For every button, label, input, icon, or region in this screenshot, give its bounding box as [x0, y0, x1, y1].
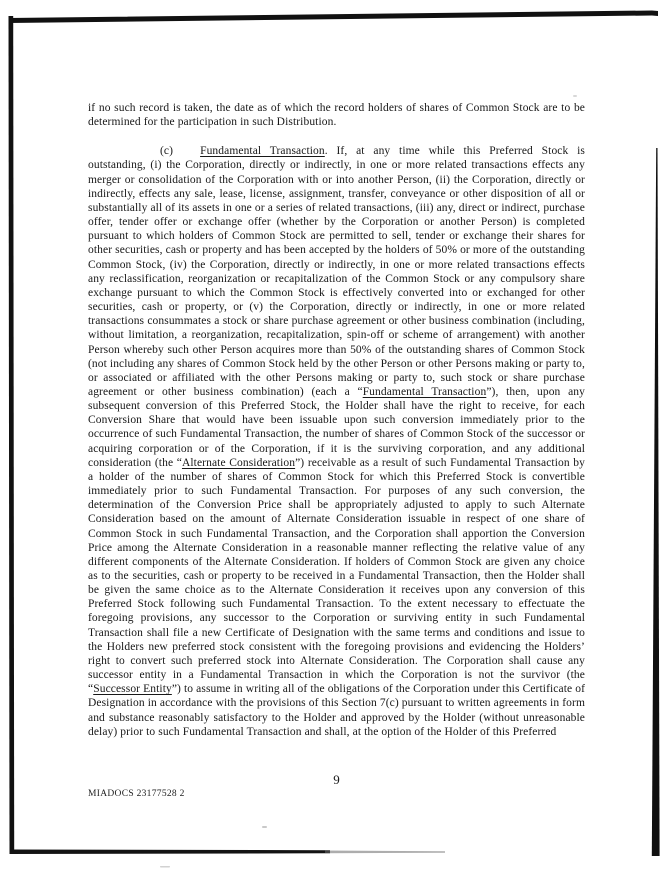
document-id-stamp: MIADOCS 23177528 2 — [88, 789, 185, 799]
scan-speck — [160, 866, 170, 868]
defined-term-fundamental-transaction: Fundamental Transaction — [362, 385, 487, 398]
document-body — [88, 101, 585, 739]
scan-speck — [262, 826, 267, 828]
scan-border-bottom — [10, 850, 331, 855]
body-text-segment: . If, at any time while this Preferred Stock is outstanding, (i) the Corporation, directly or indirectly, in one or more related transactions effects any merger or consolidation of the Corporation with or into another Person, (ii) the Corporation, directly or indirectly, effects any sale, lease, license, assignment, transfer, conveyance or other disposition of all or substantially all of its assets in one or a series of related transactions, (iii) any, direct or indirect, purchase offer, tender offer or exchange offer (whether by the Corporation or another Person) is completed pursuant to which holders of Common Stock are permitted to sell, tender or exchange their shares for other securities, cash or property and has been accepted by the holders of 50% or more of the outstanding Common Stock, (iv) the Corporation, directly or indirectly, in one or more related transactions effects any reclassification, reorganization or recapitalization of the Common Stock or any compulsory share exchange pursuant to which the Common Stock is effectively converted into or exchanged for other securities, cash or property, or (v) the Corporation, directly or indirectly, in one or more related transactions consummates a stock or share purchase agreement or other business combination (including, without limitation, a reorganization, recapitalization, spin-off or scheme of arrangement) with another Person whereby such other Person acquires more than 50% of the outstanding shares of Common Stock (not including any shares of Common Stock held by the other Person or other Persons making or party to, or associated or affiliated with the other Persons making or party to, such stock or share purchase agreement or other business combination) (each a “ — [88, 145, 586, 398]
scan-border-left — [9, 16, 15, 854]
body-text-segment: ”) receivable as a result of such Fundamental Transaction by a holder of the number of shares of Common Stock for which this Preferred Stock is convertible immediately prior to such Fundamental Transaction. For purposes of any such conversion, the determination of the Conversion Price shall be appropriately adjusted to apply to such Alternate Consideration based on the amount of Alternate Consideration issuable in respect of one share of Common Stock in such Fundamental Transaction, and the Corporation shall apportion the Conversion Price among the Alternate Consideration in a reasonable manner reflecting the relative value of any different components of the Alternate Consideration. If holders of Common Stock are given any choice as to the securities, cash or property to be received in a Fundamental Transaction, then the Holder shall be given the same choice as to the Alternate Consideration it receives upon any conversion of this Preferred Stock following such Fundamental Transaction. To the extent necessary to effectuate the foregoing provisions, any successor to the Corporation or surviving entity in such Fundamental Transaction shall file a new Certificate of Designation with the same terms and conditions and issue to the Holders new preferred stock consistent with the foregoing provisions and evidencing the Holders’ right to convert such preferred stock into Alternate Consideration. The Corporation shall cause any successor entity in a Fundamental Transaction in which the Corporation is not the survivor (the “ — [88, 456, 586, 696]
defined-term-alternate-consideration: Alternate Consideration — [181, 456, 296, 469]
page-number: 9 — [333, 772, 340, 787]
section-label: (c) — [160, 145, 174, 158]
scan-border-bottom-fade — [325, 851, 445, 854]
tab-indent — [88, 153, 160, 154]
tab-indent — [173, 153, 200, 154]
scan-border-right — [652, 148, 660, 856]
continuation-paragraph: if no such record is taken, the date as of which the record holders of shares of Common Stock are to be determined for the participation in such Distribution. — [88, 102, 585, 129]
section-c-paragraph — [88, 144, 585, 739]
defined-term-successor-entity: Successor Entity — [93, 683, 172, 696]
body-text-segment: ”), then, upon any subsequent conversion of this Preferred Stock, the Holder shall have the right to receive, for each Conversion Share that would have been issuable upon such conversion immediately prior to the occurrence of such Fundamental Transaction, the number of shares of Common Stock of the successor or acquiring corporation or of the Corporation, if it is the surviving corporation, and any additional consideration (the “ — [88, 385, 585, 469]
body-text-segment: ”) to assume in writing all of the obligations of the Corporation under this Certificate of Designation in accordance with the provisions of this Section 7(c) pursuant to written agreements in form and substance reasonably satisfactory to the Holder and approved by the Holder (without unreasonable delay) prior to such Fundamental Transaction and shall, at the option of the Holder of this Preferred — [88, 683, 585, 738]
scan-speck — [573, 95, 577, 97]
scan-border-top — [9, 11, 659, 24]
section-heading: Fundamental Transaction — [200, 145, 325, 158]
